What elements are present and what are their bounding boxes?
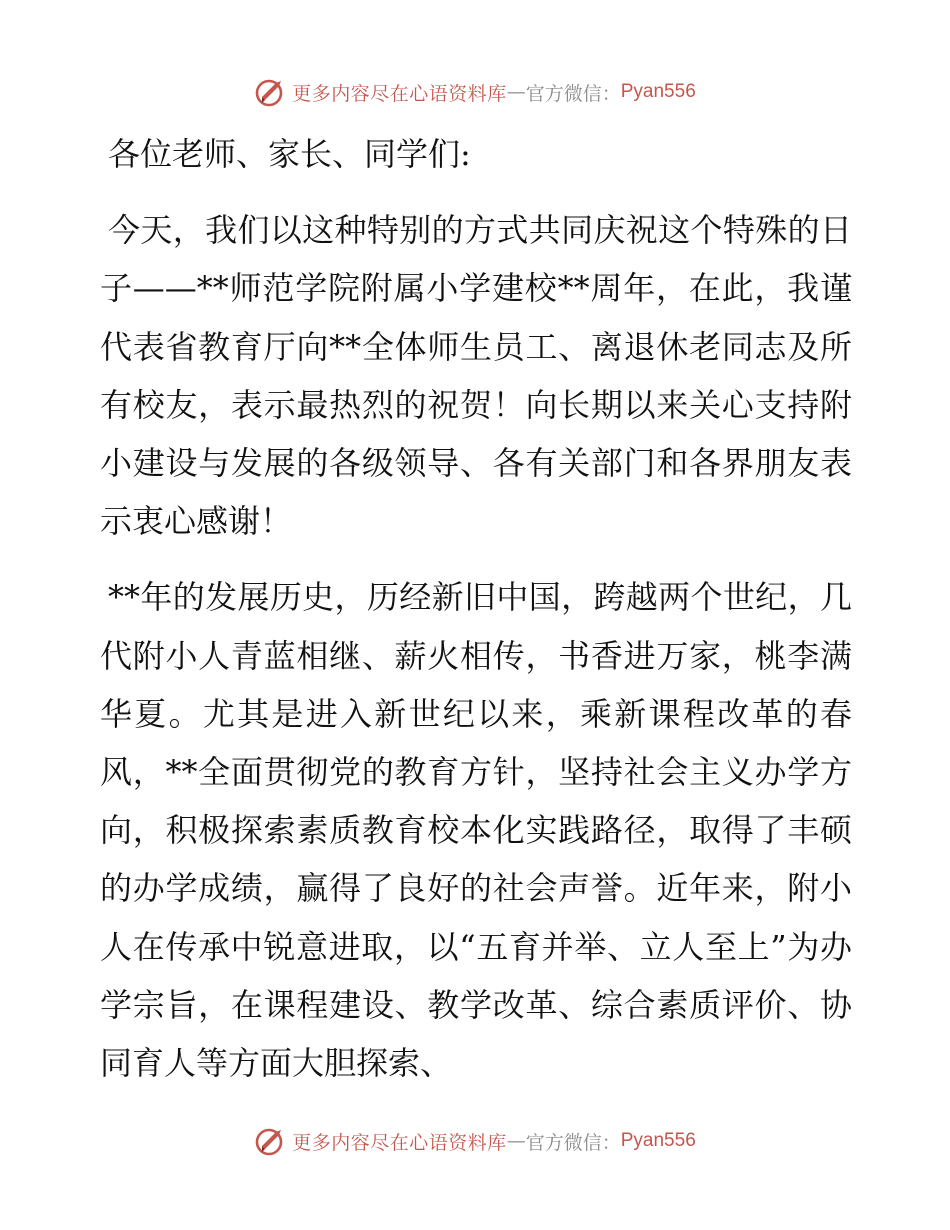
banner-wechat-id: Pyan556: [620, 81, 696, 102]
document-body: [100, 125, 852, 1092]
paragraph-2: **年的发展历史，历经新旧中国，跨越两个世纪，几代附小人青蓝相继、薪火相传，书香进万家，桃李满华夏。尤其是进入新世纪以来，乘新课程改革的春风，**全面贯彻党的教育方针，坚持社会主义办学方向，积极探索素质教育校本化实践路径，取得了丰硕的办学成绩，赢得了良好的社会声誉。近年来，附小人在传承中锐意进取，以“五育并举、立人至上”为办学宗旨，在课程建设、教学改革、综合素质评价、协同育人等方面大胆探索、: [100, 578, 852, 1083]
banner-wechat-id: Pyan556: [620, 1130, 696, 1151]
banner-wechat-label: 官方微信：: [525, 1131, 621, 1154]
banner-brand-text: 更多内容尽在心语资料库: [292, 82, 507, 105]
banner-separator: —: [506, 1130, 526, 1152]
pen-logo-icon: [254, 1124, 288, 1158]
banner-brand-text: 更多内容尽在心语资料库: [292, 1131, 507, 1154]
greeting-line: 各位老师、家长、同学们:: [108, 135, 471, 173]
pen-logo-icon: [254, 75, 288, 109]
paragraph-1: 今天，我们以这种特别的方式共同庆祝这个特殊的日子——**师范学院附属小学建校**周年，在此，我谨代表省教育厅向**全体师生员工、离退休老同志及所有校友，表示最热烈的祝贺！向长期以来关心支持附小建设与发展的各级领导、各有关部门和各界朋友表示衷心感谢！: [100, 211, 852, 541]
footer-banner: [0, 1121, 950, 1161]
banner-wechat-label: 官方微信：: [525, 82, 621, 105]
header-banner: [0, 72, 950, 112]
banner-separator: —: [506, 81, 526, 103]
